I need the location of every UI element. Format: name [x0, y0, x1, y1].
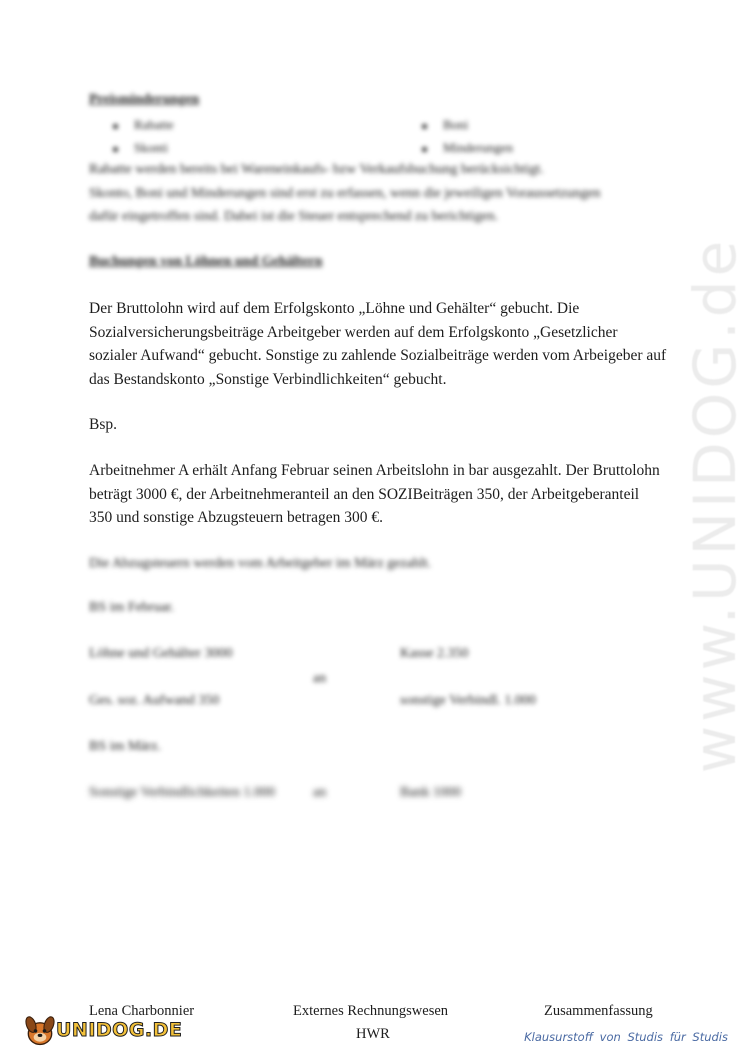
booking-debit: Sonstige Verbindlichkeiten 1.000 [89, 785, 275, 800]
text-line: 350 und sonstige Abzugsteuern betragen 300 €. [89, 509, 384, 526]
bullet-label: Skonti [134, 140, 168, 155]
bullet-label: Rabatte [134, 117, 174, 132]
text-line: beträgt 3000 €, der Arbeitnehmeranteil an den SOZIBeiträgen 350, der Arbeitgeberanteil [89, 485, 640, 503]
footer-school: HWR [356, 1026, 390, 1042]
booking-debit: Ges. soz. Aufwand 350 [89, 693, 220, 708]
booking-credit: Kasse 2.350 [400, 646, 469, 661]
blurred-text-line: dafür eingetroffen sind. Dabei ist die Steuer entsprechend zu berichtigen. [89, 209, 499, 224]
dog-icon [22, 1012, 58, 1048]
bullet-item [422, 117, 468, 133]
paragraph-example [89, 459, 679, 530]
footer-type: Zusammenfassung [544, 1003, 653, 1019]
blurred-section-heading: Buchungen von Löhnen und Gehältern [89, 254, 323, 269]
text-line: sozialer Aufwand“ gebucht. Sonstige zu zahlende Sozialbeiträge werden vom Arbeigeber auf [89, 347, 667, 364]
text-line: Der Bruttolohn wird auf dem Erfolgskonto „Löhne und Gehälter“ gebucht. Die [89, 300, 580, 317]
text-line: das Bestandskonto „Sonstige Verbindlichkeiten“ gebucht. [89, 370, 447, 388]
text-line: Sozialversicherungsbeiträge Arbeitgeber werden auf dem Erfolgskonto „Gesetzlicher [89, 323, 618, 341]
bullet-item [113, 140, 168, 156]
blurred-heading-price-reductions: Preisminderungen [89, 92, 200, 107]
booking-an: an [313, 785, 327, 800]
booking-an: an [313, 671, 327, 686]
logo-text: UNIDOG.DE [56, 1019, 183, 1041]
bullet-icon [422, 124, 427, 129]
blurred-booking-label: BS im Februar. [89, 600, 175, 615]
bullet-icon [113, 124, 118, 129]
bullet-icon [422, 147, 427, 152]
booking-credit: Bank 1000 [400, 785, 462, 800]
blurred-text-line: Skonto, Boni und Minderungen sind erst zu erfassen, wenn die jeweiligen Voraussetzungen [89, 186, 601, 201]
bullet-icon [113, 147, 118, 152]
blurred-text-line: Rabatte werden bereits bei Wareneinkaufs- bzw Verkaufsbuchung berücksichtigt. [89, 162, 544, 177]
bullet-item [113, 117, 174, 133]
watermark: www.UNIDOG.de [681, 236, 749, 774]
unidog-logo[interactable] [22, 1012, 182, 1048]
text-line: Arbeitnehmer A erhält Anfang Februar seinen Arbeitslohn in bar ausgezahlt. Der Bruttolohn [89, 462, 660, 479]
example-label: Bsp. [89, 416, 117, 433]
footer-course: Externes Rechnungswesen [293, 1003, 449, 1019]
bullet-item [422, 140, 513, 156]
blurred-booking-label: BS im März. [89, 739, 161, 754]
booking-debit: Löhne und Gehälter 3000 [89, 646, 233, 661]
footer-author: Lena Charbonnier [89, 1003, 195, 1019]
booking-credit: sonstige Verbindl. 1.000 [400, 693, 536, 708]
paragraph-bruttolohn [89, 297, 679, 391]
slogan: Klausurstoff von Studis für Studis [524, 1030, 728, 1044]
blurred-text-line: Die Abzugsteuern werden vom Arbeitgeber im März gezahlt. [89, 556, 432, 571]
bullet-label: Minderungen [443, 140, 514, 155]
bullet-label: Boni [443, 117, 469, 132]
